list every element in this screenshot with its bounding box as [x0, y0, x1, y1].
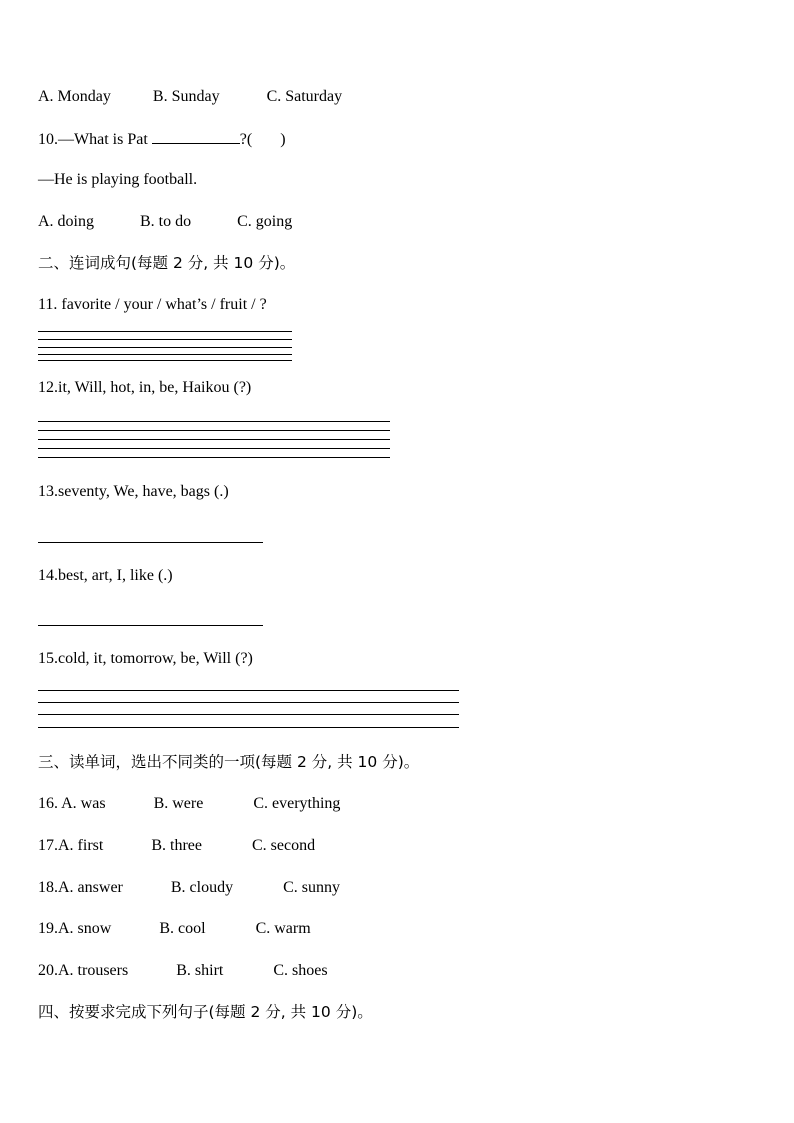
q18-option-b: B. cloudy: [170, 879, 234, 896]
q9-option-a: A. Monday: [38, 88, 111, 105]
q19-option-a: 19.A. snow: [38, 920, 112, 937]
q19-option-b: B. cool: [159, 920, 206, 937]
q9-option-c: C. Saturday: [266, 88, 343, 105]
q15-answer-line[interactable]: [38, 714, 459, 715]
q20-option-b: B. shirt: [176, 962, 224, 979]
q16-option-a: 16. A. was: [38, 795, 106, 812]
q12-answer-line[interactable]: [38, 430, 390, 431]
q12-answer-line[interactable]: [38, 421, 390, 422]
q15-answer-line[interactable]: [38, 727, 459, 728]
q9-option-b: B. Sunday: [152, 88, 220, 105]
q15-prompt: 15.cold, it, tomorrow, be, Will (?): [38, 650, 253, 667]
q18-options: [38, 878, 340, 898]
q20-options: [38, 961, 328, 981]
q11-answer-line[interactable]: [38, 339, 292, 340]
q9-options: [38, 87, 342, 107]
q13-prompt: 13.seventy, We, have, bags (.): [38, 483, 229, 500]
q10-paren-close: ): [280, 131, 286, 148]
q10-answer-blank[interactable]: [152, 129, 240, 144]
q20-option-c: C. shoes: [273, 962, 328, 979]
q14-answer-line[interactable]: [38, 625, 263, 626]
q16-option-c: C. everything: [253, 795, 341, 812]
section-4-title: 四、按要求完成下列句子(每题 2 分, 共 10 分)。: [38, 1003, 373, 1021]
q14-prompt: 14.best, art, I, like (.): [38, 567, 173, 584]
q11-answer-line[interactable]: [38, 331, 292, 332]
q17-option-b: B. three: [151, 837, 202, 854]
q12-answer-line[interactable]: [38, 439, 390, 440]
q17-option-a: 17.A. first: [38, 837, 104, 854]
q10-option-c: C. going: [237, 213, 293, 230]
q18-option-a: 18.A. answer: [38, 879, 123, 896]
q10-dialogue-answer: —He is playing football.: [38, 171, 198, 188]
q19-option-c: C. warm: [255, 920, 311, 937]
q10-options: [38, 212, 292, 232]
q17-option-c: C. second: [251, 837, 316, 854]
q18-option-c: C. sunny: [283, 879, 340, 896]
q11-prompt: 11. favorite / your / what’s / fruit / ?: [38, 296, 267, 313]
q12-answer-line[interactable]: [38, 448, 390, 449]
q15-answer-line[interactable]: [38, 690, 459, 691]
section-3-title: 三、读单词，选出不同类的一项(每题 2 分, 共 10 分)。: [38, 753, 420, 771]
q10-question-text: 10.—What is Pat: [38, 131, 148, 148]
q20-option-a: 20.A. trousers: [38, 962, 129, 979]
q11-answer-line[interactable]: [38, 354, 292, 355]
q19-options: [38, 919, 311, 939]
section-2-title: 二、连词成句(每题 2 分, 共 10 分)。: [38, 254, 296, 272]
q12-prompt: 12.it, Will, hot, in, be, Haikou (?): [38, 379, 252, 396]
q16-option-b: B. were: [153, 795, 204, 812]
q11-answer-line[interactable]: [38, 347, 292, 348]
q17-options: [38, 836, 315, 856]
q10-option-a: A. doing: [38, 213, 94, 230]
q15-answer-line[interactable]: [38, 702, 459, 703]
q10-option-b: B. to do: [140, 213, 192, 230]
q10-question: [38, 129, 286, 150]
q16-options: [38, 794, 340, 814]
q13-answer-line[interactable]: [38, 542, 263, 543]
q10-question-end: ?(: [239, 131, 253, 148]
q11-answer-line[interactable]: [38, 360, 292, 361]
q12-answer-line[interactable]: [38, 457, 390, 458]
